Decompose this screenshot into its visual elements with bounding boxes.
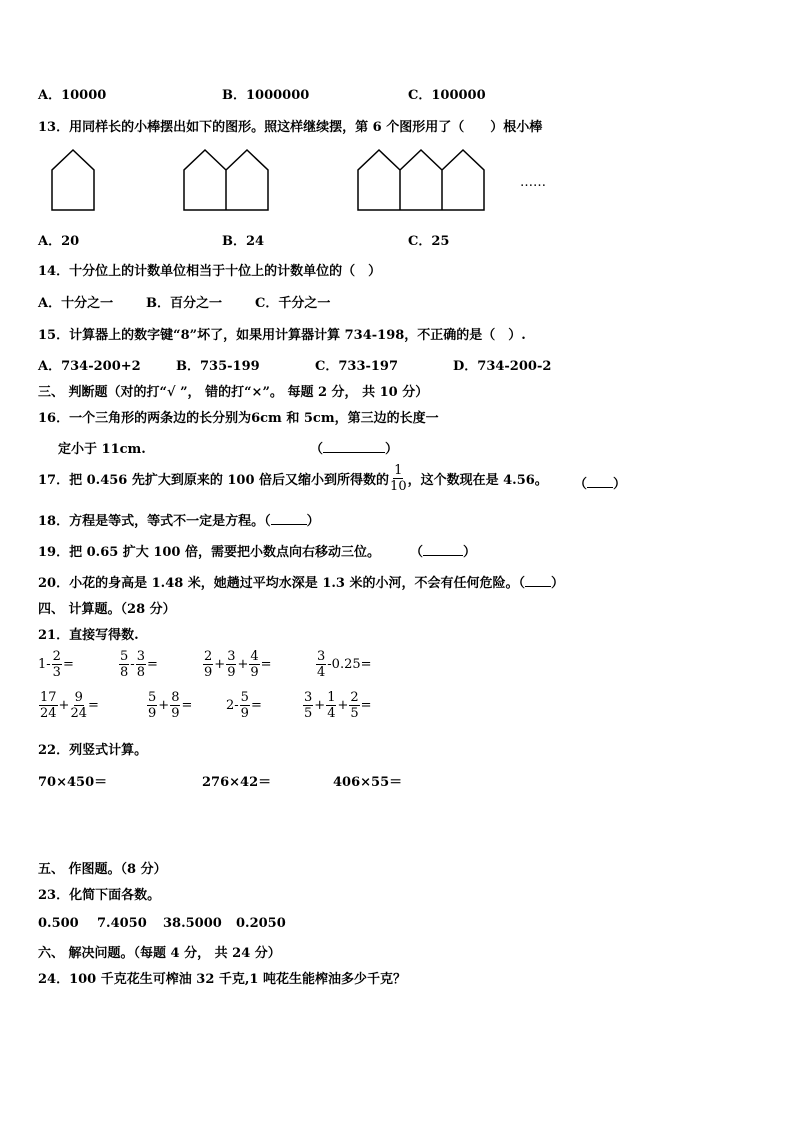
expression-1: 1- $\frac{2}{3}$ = <box>38 649 74 680</box>
paren-close: ） <box>385 442 399 457</box>
question-23-stem: 23．化简下面各数。 <box>38 888 161 903</box>
question-17-before: 17．把 0.456 先扩大到原来的 100 倍后又缩小到所得数的 <box>38 473 390 488</box>
number-item-1: 0.500 <box>38 916 79 931</box>
question-15-stem: 15．计算器上的数字键“8”坏了，如果用计算器计算 734-198，不正确的是（ ）. <box>38 328 526 343</box>
option-b: B．1000000 <box>222 88 310 103</box>
option-a: A．20 <box>38 234 80 249</box>
house-figure-3 <box>354 148 488 212</box>
expression-3: $\frac{2}{9}$ + $\frac{3}{9}$ + $\frac{4}{9}$ = <box>204 649 272 680</box>
expression-8: $\frac{3}{5}$ + $\frac{1}{4}$ + $\frac{2}{5}$ = <box>304 690 372 721</box>
option-d: D．734-200-2 <box>453 359 552 374</box>
house-figure-1 <box>48 148 98 212</box>
answer-blank-20[interactable] <box>525 586 551 587</box>
number-item-4: 0.2050 <box>236 916 286 931</box>
answer-blank-16[interactable] <box>310 438 398 457</box>
expression-4: $\frac{3}{4}$ -0.25= <box>317 649 372 680</box>
ellipsis: …… <box>520 175 546 190</box>
house-figure-2 <box>180 148 272 212</box>
expression-2: $\frac{5}{8}$ - $\frac{3}{8}$ = <box>120 649 158 680</box>
calc-item-2: 276×42＝ <box>202 775 272 790</box>
calc-item-1: 70×450＝ <box>38 775 108 790</box>
option-a: A．十分之一 <box>38 296 114 311</box>
option-b: B．24 <box>222 234 265 249</box>
expression-6: $\frac{5}{9}$ + $\frac{8}{9}$ = <box>148 690 193 721</box>
question-18: 18．方程是等式，等式不一定是方程。（ ） <box>38 514 320 529</box>
option-c: C．100000 <box>408 88 486 103</box>
number-item-3: 38.5000 <box>163 916 222 931</box>
question-20: 20．小花的身高是 1.48 米，她趟过平均水深是 1.3 米的小河，不会有任何危险。（ ） <box>38 576 564 591</box>
question-13-stem: 13．用同样长的小棒摆出如下的图形。照这样继续摆，第 6 个图形用了（ ）根小棒 <box>38 120 543 135</box>
section-6-heading: 六、 解决问题。（每题 4 分， 共 24 分） <box>38 946 281 961</box>
paren-open: （ <box>310 442 324 457</box>
answer-blank-19[interactable]: （ ） <box>410 545 477 560</box>
expression-7: 2- $\frac{5}{9}$ = <box>226 690 262 721</box>
fraction-one-tenth: $\frac{1}{10}$ <box>390 463 407 494</box>
expression-5: $\frac{17}{24}$ + $\frac{9}{24}$ = <box>40 690 99 721</box>
question-16-line-2: 定小于 11cm. <box>58 442 146 457</box>
answer-blank-17[interactable]: （ ） <box>574 477 627 492</box>
option-c: C．733-197 <box>315 359 399 374</box>
section-5-heading: 五、 作图题。（8 分） <box>38 862 167 877</box>
number-item-2: 7.4050 <box>97 916 147 931</box>
question-21-stem: 21．直接写得数. <box>38 628 139 643</box>
section-4-heading: 四、 计算题。（28 分） <box>38 602 176 617</box>
question-17 <box>38 464 548 493</box>
question-17-after: ，这个数现在是 4.56。 <box>407 473 548 488</box>
answer-blank-18[interactable] <box>271 524 307 525</box>
option-a: A．734-200+2 <box>38 359 141 374</box>
question-19: 19．把 0.65 扩大 100 倍，需要把小数点向右移动三位。 <box>38 545 380 560</box>
question-16-line-1: 16．一个三角形的两条边的长分别为6cm 和 5cm，第三边的长度一 <box>38 411 439 426</box>
option-a: A．10000 <box>38 88 107 103</box>
option-c: C．25 <box>408 234 450 249</box>
section-3-heading: 三、 判断题（对的打“√ ”， 错的打“×”。 每题 2 分， 共 10 分） <box>38 385 429 400</box>
option-b: B．735-199 <box>176 359 260 374</box>
question-24-stem: 24．100 千克花生可榨油 32 千克,1 吨花生能榨油多少千克？ <box>38 972 406 987</box>
question-14-stem: 14．十分位上的计数单位相当于十位上的计数单位的（ ） <box>38 264 382 279</box>
question-22-stem: 22．列竖式计算。 <box>38 743 148 758</box>
calc-item-3: 406×55＝ <box>333 775 403 790</box>
option-c: C．千分之一 <box>255 296 331 311</box>
option-b: B．百分之一 <box>146 296 222 311</box>
